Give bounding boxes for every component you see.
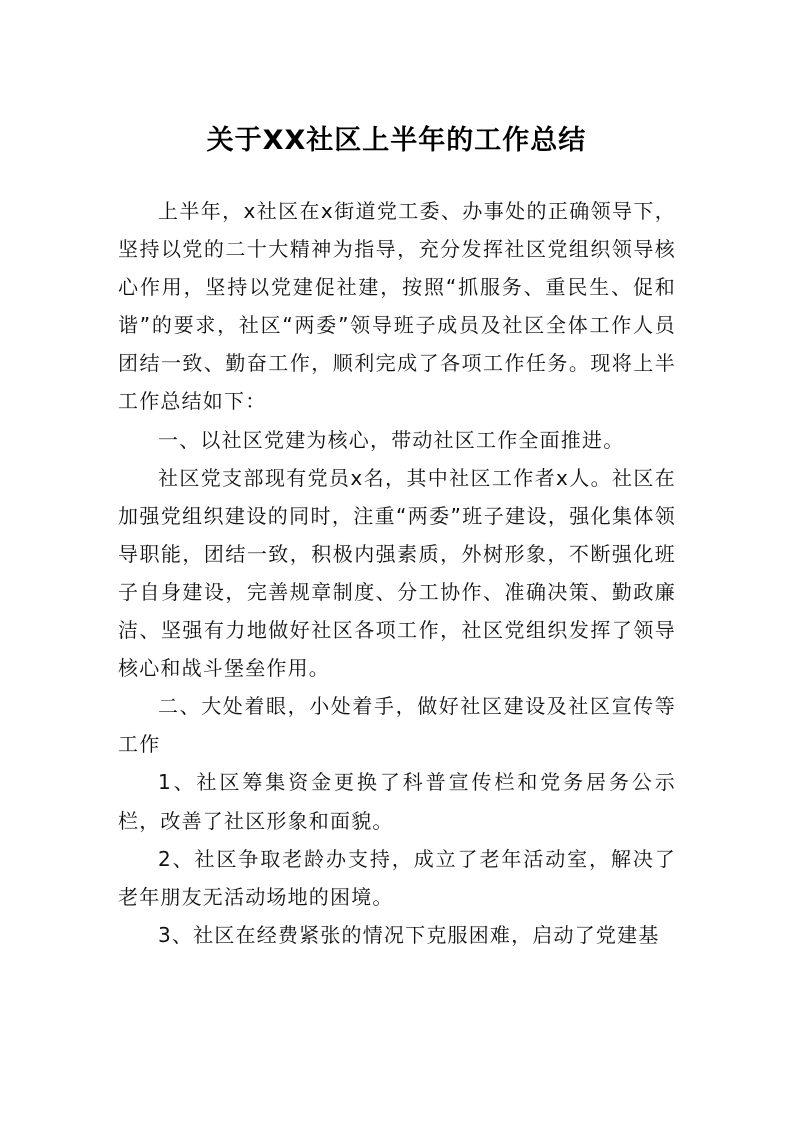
list-item-3: 3、社区在经费紧张的情况下克服困难，启动了党建基 [158, 922, 660, 947]
document-title: 关于XX社区上半年的工作总结 [206, 125, 587, 156]
paragraph-intro: 上半年，x社区在x街道党工委、办事处的正确领导下，坚持以党的二十大精神为指导，充分发挥社区党组织领导核心作用，坚持以党建促社建，按照“抓服务、重民生、促和谐”的要求，社区“两委”领导班子成员及社区全体工作人员团结一致、勤奋工作，顺利完成了各项工作任务。现将上半工作总结如下： [118, 199, 676, 414]
list-item-1: 1、社区筹集资金更换了科普宣传栏和党务居务公示栏，改善了社区形象和面貌。 [118, 770, 676, 833]
section-heading-2: 二、大处着眼，小处着手，做好社区建设及社区宣传等工作 [118, 694, 676, 757]
document-body [118, 192, 676, 954]
list-item-2: 2、社区争取老龄办支持，成立了老年活动室，解决了老年朋友无活动场地的困境。 [118, 846, 676, 909]
section-heading-1: 一、以社区党建为核心，带动社区工作全面推进。 [158, 427, 625, 452]
paragraph-party-branch: 社区党支部现有党员x名，其中社区工作者x人。社区在加强党组织建设的同时，注重“两委”班子建设，强化集体领导职能，团结一致，积极内强素质，外树形象，不断强化班子自身建设，完善规章制度、分工协作、准确决策、勤政廉洁、坚强有力地做好社区各项工作，社区党组织发挥了领导核心和战斗堡垒作用。 [118, 465, 676, 681]
